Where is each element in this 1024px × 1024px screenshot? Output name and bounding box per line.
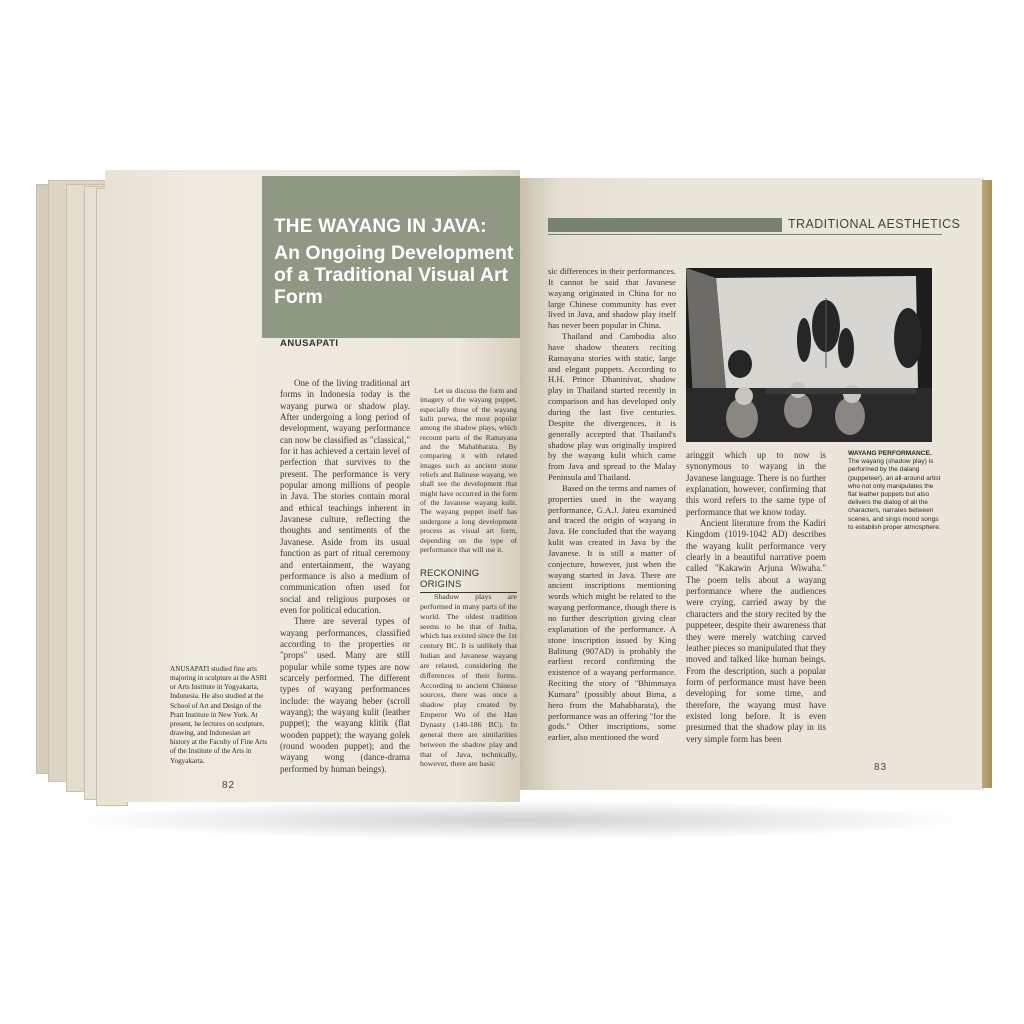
section-heading: RECKONING ORIGINS (420, 568, 517, 593)
body-column-1 (280, 378, 410, 775)
article-title-block (262, 176, 520, 338)
body-column-2b (420, 592, 517, 769)
article-subtitle: An Ongoing Development of a Traditional Visual Art Form (274, 242, 514, 308)
article-title: THE WAYANG IN JAVA: (274, 216, 487, 237)
body-column-3 (548, 266, 676, 743)
page-number-right: 83 (874, 762, 888, 773)
book-shadow (60, 800, 980, 840)
right-page-edge (982, 180, 992, 788)
paragraph: Shadow plays are performed in many parts of the world. The oldest tradition seems to be that of India, which has existed since the 1st century BC. It is unlikely that Indian and Javanese wayang are related, considering the differences of their forms. According to ancient Chinese sources, there was once a shadow play created by Emperor Wu of the Han Dynasty (140-186 BC). In general there are similarities between the shadow play and that of Java, technically, however, there are basic (420, 592, 517, 769)
author-byline: ANUSAPATI (280, 338, 339, 349)
paragraph: Based on the terms and names of properties used in the wayang performance, G.A.J. Jateu examined and traced the origin of wayang in Java. He concluded that the wayang kulit was created in Java by the Javanese. It is still a matter of conjecture, however, just when the wayang started in Java. There are ancient inscriptions mentioning words which might be related to the wayang performance, though there is no further description giving clear explanation of the performance. A stone inscription issued by King Balitung (907AD) is probably the earliest record confirming the existence of a wayang performance. Reciting the story of "Bhimmaya Kumara" (possibly about Bima, a hero from the Mahabharata), the performance was an offering "for the gods." Other inscriptions, some earlier, also mentioned the word (548, 482, 676, 743)
body-column-4 (686, 450, 826, 745)
body-column-2 (420, 386, 517, 554)
paragraph: Thailand and Cambodia also have shadow theaters reciting Ramayana stories with static, large and elegant puppets. According to H.H. Prince Dhaninivat, shadow play in Thailand started recently in comparison and has developed only during the last five centuries. Despite the divergences, it is generally accepted that Thailand's shadow play was originally inspired by the wayang kulit which came from Java and spread to the Malay Peninsula and Thailand. (548, 331, 676, 483)
paragraph: aringgit which up to now is synonymous to wayang in the Javanese language. There is no further explanation, however, confirming that this word refers to the same type of performance that we know today. (686, 450, 826, 517)
photo-caption (848, 450, 942, 532)
page-number-left: 82 (222, 780, 236, 791)
paragraph: Ancient literature from the Kadiri Kingdom (1019-1042 AD) describes the wayang kulit performance very clearly in a beautiful narrative poem called "Kakawin Arjuna Wiwaha." The poem tells about a wayang performance where the audiences were crying, carried away by the characters and the story recited by the puppeteer, despite their awareness that they were merely watching carved leather pieces so manipulated that they moved and talked like human beings. From the description, such a popular form of performance must have been developing for some time, and therefore, the wayang must have existed long before. It is even presumed that the shadow play in its very simple form has been (686, 518, 826, 744)
paragraph: Let us discuss the form and imagery of the wayang puppet, especially those of the wayang kulit purwa, the most popular among the shadow plays, which recount parts of the Ramayana and the Mahabharata. By comparing it with related images such as ancient stone reliefs and Balinese wayang, we shall see the development that might have occurred in the form of the Javanese wayang kulit. The wayang puppet itself has undergone a long development process as visual art form, depending on the type of performance that will use it. (420, 386, 517, 554)
paragraph: One of the living traditional art forms in Indonesia today is the wayang purwa or shadow play. After undergoing a long period of development, wayang performance can now be classified as "classical," for it has achieved a certain level of perfection that survives to the present. The performance is very popular among millions of people in Java. The stories contain moral and ethical teachings inherent in Javanese culture, reflecting the thoughts and sentiments of the Javanese. Aside from its usual function as part of ritual ceremony and entertainment, the wayang performance is also a medium of communication often used for social and religious purposes or even for political education. (280, 378, 410, 615)
author-bio: ANUSAPATI studied fine arts majoring in sculpture at the ASRI or Arts Institute in Yogyakarta, Indonesia. He also studied at the School of Art and Design of the Pratt Institute in New York. At present, he lectures on sculpture, drawing, and Indonesian art history at the Faculty of Fine Arts of the Institute of the Arts in Yogyakarta. (170, 665, 268, 765)
photo-illustration (686, 268, 932, 442)
wayang-performance-photo (686, 268, 932, 442)
section-rule (548, 234, 942, 235)
section-bar (548, 218, 782, 232)
paragraph: sic differences in their performances. It cannot be said that Javanese wayang originated in China for no large Chinese community has ever lived in Java, and shadow play itself has never been popular in China. (548, 266, 676, 331)
paragraph: There are several types of wayang performances, classified according to the properties or "props" used. Many are still popular while some types are now scarcely performed. The different types of wayang performances include: the wayang beber (scroll wayang); the wayang kulit (leather puppet); the wayang klitik (flat wooden puppet); the wayang golek (round wooden puppet); and the wayang wong (dance-drama performed by human beings). (280, 616, 410, 774)
caption-text: The wayang (shadow play) is performed by the dalang (puppeteer), an all-around artist who not only manipulates the flat leather puppets but also delivers the dialog of all the characters, narrates between scenes, and sings mood songs to establish proper atmosphere. (848, 458, 941, 531)
section-title: TRADITIONAL AESTHETICS (788, 217, 961, 231)
caption-heading: WAYANG PERFORMANCE. (848, 450, 932, 457)
